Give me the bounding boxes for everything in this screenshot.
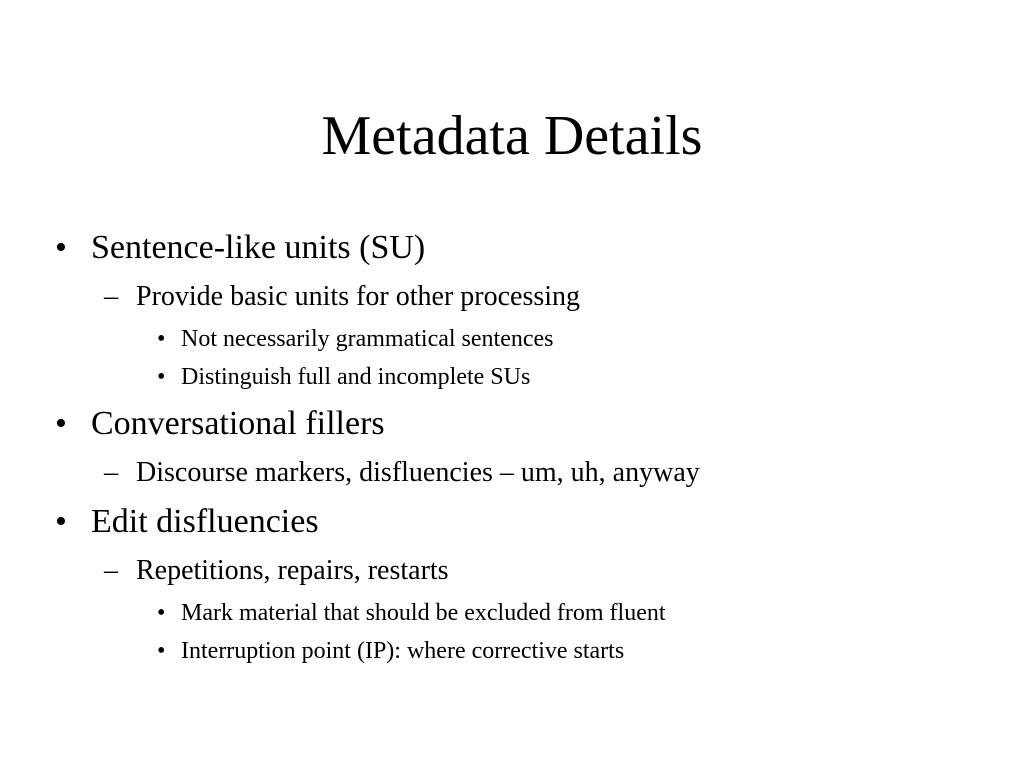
bullet-marker: • [157, 364, 166, 390]
bullet-marker: • [157, 326, 166, 352]
sub-bullet-item [0, 450, 1024, 496]
sub-bullet-text: Discourse markers, disfluencies – um, uh, anyway [136, 457, 700, 488]
sub-sub-bullet-text: Mark material that should be excluded from fluent [181, 600, 666, 626]
bullet-marker: • [157, 638, 166, 664]
slide-title: Metadata Details [321, 105, 703, 167]
bullet-list [0, 222, 1024, 670]
sub-sub-bullet-item [0, 632, 1024, 670]
sub-bullet-text: Repetitions, repairs, restarts [136, 555, 449, 586]
sub-sub-bullet-item [0, 594, 1024, 632]
bullet-text: Sentence-like units (SU) [91, 229, 426, 266]
dash-marker: – [104, 281, 118, 312]
sub-sub-bullet-text: Interruption point (IP): where corrective starts [181, 638, 625, 664]
sub-bullet-text: Provide basic units for other processing [136, 281, 581, 312]
sub-sub-bullet-text: Not necessarily grammatical sentences [181, 326, 554, 352]
sub-sub-bullet-item [0, 358, 1024, 396]
bullet-marker: • [55, 405, 67, 442]
bullet-item [0, 222, 1024, 274]
dash-marker: – [104, 555, 118, 586]
bullet-text: Conversational fillers [91, 405, 385, 442]
bullet-item [0, 398, 1024, 450]
bullet-marker: • [55, 229, 67, 266]
sub-sub-bullet-item [0, 320, 1024, 358]
bullet-item [0, 496, 1024, 548]
sub-bullet-item [0, 274, 1024, 320]
bullet-text: Edit disfluencies [91, 503, 319, 540]
sub-sub-bullet-text: Distinguish full and incomplete SUs [181, 364, 531, 390]
bullet-marker: • [55, 503, 67, 540]
bullet-marker: • [157, 600, 166, 626]
dash-marker: – [104, 457, 118, 488]
sub-bullet-item [0, 548, 1024, 594]
